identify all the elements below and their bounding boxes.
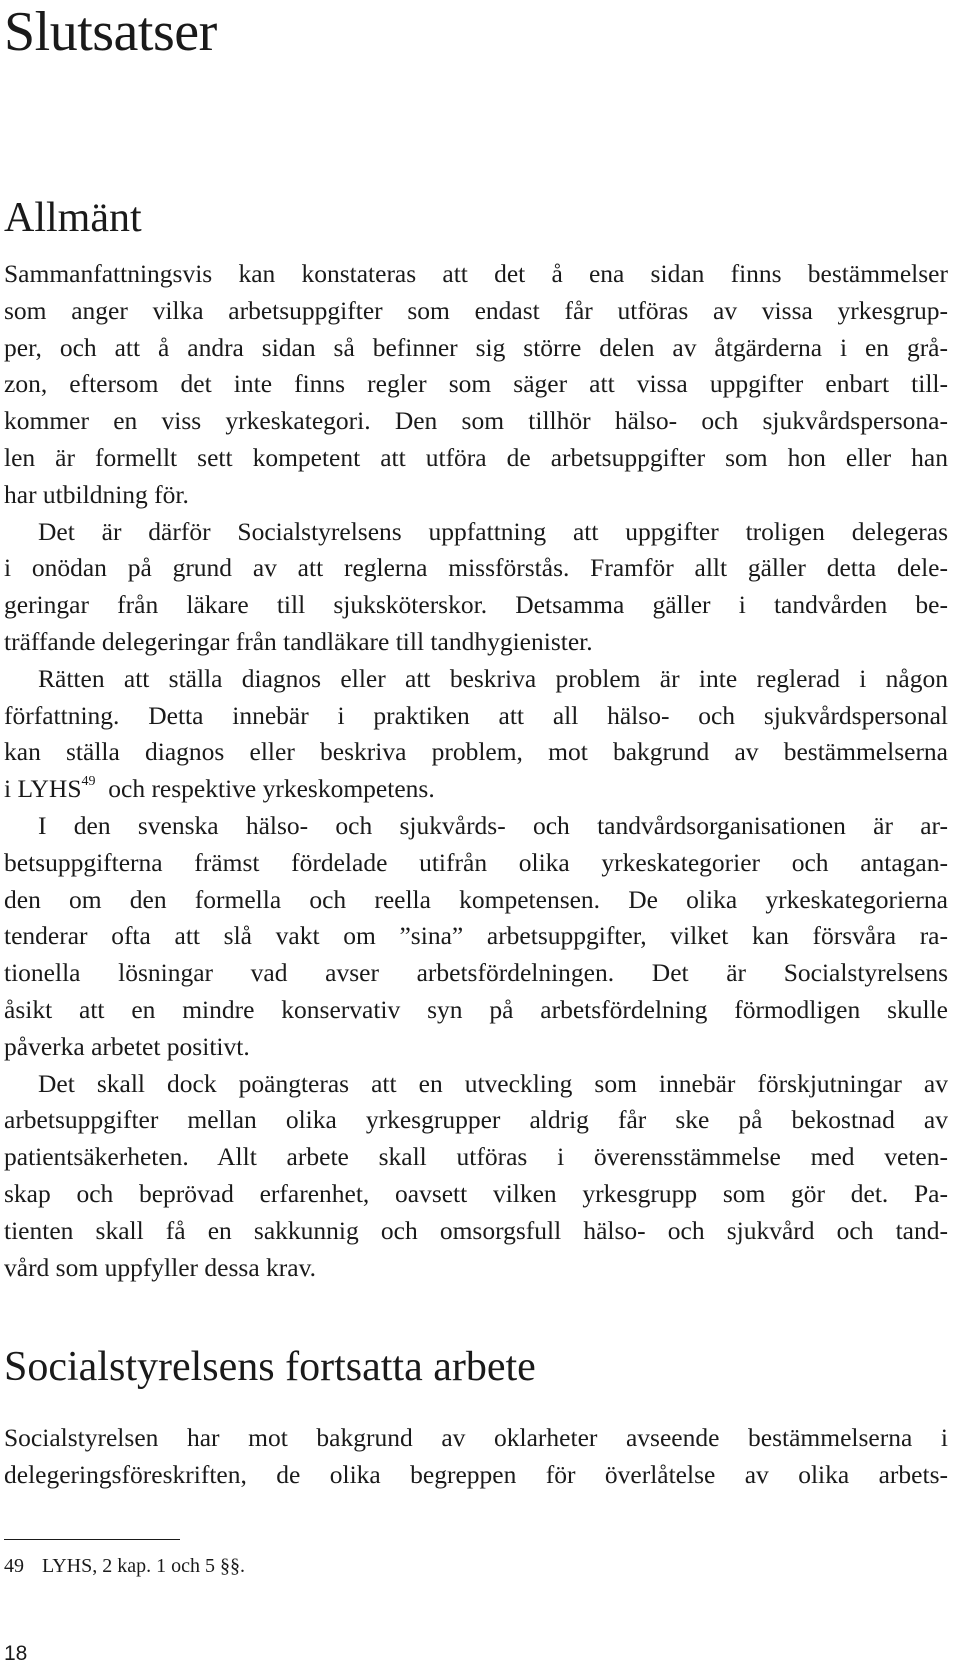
- paragraph-text: i LYHS: [4, 774, 82, 804]
- page-title: Slutsatser: [4, 1, 217, 63]
- paragraph-line: kan ställa diagnos eller beskriva problem, mot bakgrund av bestämmelserna: [4, 737, 948, 767]
- paragraph-line: tionella lösningar vad avser arbetsfördelningen. Det är Socialstyrelsens: [4, 958, 948, 988]
- paragraph-line: len är formellt sett kompetent att utföra de arbetsuppgifter som hon eller han: [4, 442, 948, 472]
- paragraph-line: skap och beprövad erfarenhet, oavsett vilken yrkesgrupp som gör det. Pa-: [4, 1178, 948, 1208]
- paragraph-line: tenderar ofta att slå vakt om ”sina” arbetsuppgifter, vilket kan försvåra ra-: [4, 921, 948, 951]
- section-heading-allmant: Allmänt: [4, 195, 142, 241]
- section-body-allmant: [4, 256, 948, 1286]
- paragraph-line: har utbildning för.: [4, 479, 189, 509]
- paragraph-line: tienten skall få en sakkunnig och omsorgsfull hälso- och sjukvård och tand-: [4, 1215, 948, 1245]
- paragraph-line: påverka arbetet positivt.: [4, 1031, 250, 1061]
- paragraph-line: betsuppgifterna främst fördelade utifrån olika yrkeskategorier och antagan-: [4, 847, 948, 877]
- paragraph-text: och respektive yrkeskompetens.: [108, 774, 435, 804]
- paragraph-line: Socialstyrelsen har mot bakgrund av oklarheter avseende bestämmelserna i: [4, 1423, 948, 1452]
- paragraph-line: delegeringsföreskriften, de olika begreppen för överlåtelse av olika arbets-: [4, 1459, 948, 1489]
- paragraph-line: per, och att å andra sidan så befinner sig större delen av åtgärderna i en grå-: [4, 332, 948, 362]
- paragraph-line: i onödan på grund av att reglerna missförstås. Framför allt gäller detta dele-: [4, 553, 948, 583]
- paragraph-line: den om den formella och reella kompetensen. De olika yrkeskategorierna: [4, 884, 948, 914]
- paragraph-line: geringar från läkare till sjuksköterskor. Detsamma gäller i tandvården be-: [4, 590, 948, 620]
- paragraph-line: som anger vilka arbetsuppgifter som endast får utföras av vissa yrkesgrup-: [4, 295, 948, 325]
- paragraph-line: Det skall dock poängteras att en utveckling som innebär förskjutningar av: [38, 1068, 948, 1098]
- paragraph-line: kommer en viss yrkeskategori. Den som tillhör hälso- och sjukvårdspersona-: [4, 406, 948, 436]
- footnote-number: 49: [4, 1555, 24, 1577]
- paragraph-line: zon, eftersom det inte finns regler som säger att vissa uppgifter enbart till-: [4, 369, 948, 399]
- footnote-text: LYHS, 2 kap. 1 och 5 §§.: [42, 1555, 245, 1577]
- paragraph-line: arbetsuppgifter mellan olika yrkesgrupper aldrig får ske på bekostnad av: [4, 1105, 948, 1135]
- paragraph-line: författning. Detta innebär i praktiken att all hälso- och sjukvårdspersonal: [4, 700, 948, 730]
- paragraph-line: träffande delegeringar från tandläkare till tandhygienister.: [4, 626, 593, 656]
- paragraph-line: Sammanfattningsvis kan konstateras att det å ena sidan finns bestämmelser: [4, 259, 948, 288]
- page-number: 18: [4, 1642, 28, 1665]
- paragraph-line: I den svenska hälso- och sjukvårds- och tandvårdsorganisationen är ar-: [38, 810, 948, 840]
- paragraph-line: vård som uppfyller dessa krav.: [4, 1252, 317, 1282]
- footnote-reference[interactable]: 49: [81, 774, 96, 790]
- footnote: [4, 1553, 245, 1579]
- paragraph-line-with-footnote: [4, 771, 948, 808]
- section-body-fortsatta-arbete: [4, 1420, 948, 1494]
- paragraph-line: patientsäkerheten. Allt arbete skall utföras i överensstämmelse med veten-: [4, 1142, 948, 1172]
- section-heading-fortsatta-arbete: Socialstyrelsens fortsatta arbete: [4, 1344, 536, 1390]
- paragraph-line: åsikt att en mindre konservativ syn på arbetsfördelning förmodligen skulle: [4, 994, 948, 1024]
- footnote-divider: [4, 1539, 180, 1540]
- paragraph-line: Rätten att ställa diagnos eller att beskriva problem är inte reglerad i någon: [38, 663, 948, 693]
- paragraph-line: Det är därför Socialstyrelsens uppfattning att uppgifter troligen delegeras: [38, 516, 948, 546]
